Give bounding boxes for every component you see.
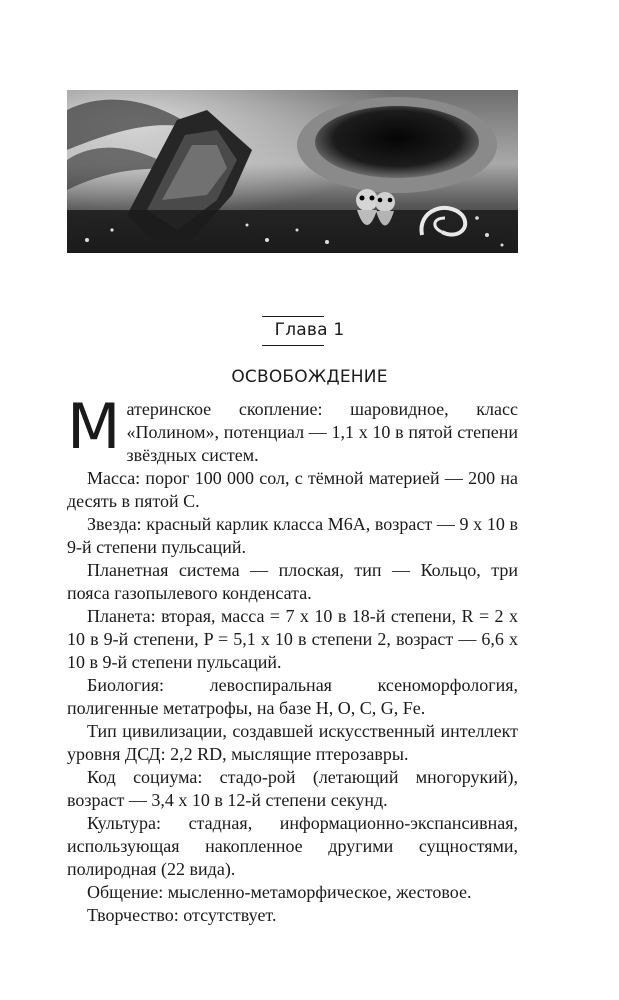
paragraph	[67, 390, 518, 467]
chapter-rule-bottom	[262, 345, 324, 346]
paragraph: Культура: стадная, информационно-экспансивная, использующая накопленное другими сущностями, полиродная (22 вида).	[67, 813, 518, 879]
paragraph: Творчество: отсутствует.	[87, 905, 277, 925]
chapter-label: Глава 1	[274, 320, 345, 340]
paragraph: Планетная система — плоская, тип — Кольцо, три пояса газопылевого конденсата.	[67, 560, 518, 603]
paragraph-text: атеринское скопление: шаровидное, класс «Полином», потенциал — 1,1 х 10 в пятой степени звёздных систем.	[126, 399, 518, 465]
paragraph: Общение: мысленно-метаморфическое, жестовое.	[87, 882, 472, 902]
chapter-body	[67, 390, 518, 927]
chapter-rule-top	[262, 316, 324, 317]
paragraph: Тип цивилизации, создавшей искусственный интеллект уровня ДСД: 2,2 RD, мыслящие птерозавры.	[67, 721, 518, 764]
drop-cap: М	[67, 390, 121, 463]
chapter-title: ОСВОБОЖДЕНИЕ	[231, 367, 388, 387]
paragraph: Биология: левоспиральная ксеноморфология, полигенные метатрофы, на базе H, O, C, G, Fe.	[67, 675, 518, 718]
paragraph: Звезда: красный карлик класса М6А, возраст — 9 х 10 в 9-й степени пульсаций.	[67, 514, 518, 557]
chapter-illustration	[67, 90, 518, 253]
paragraph: Масса: порог 100 000 сол, с тёмной материей — 200 на десять в пятой С.	[67, 468, 518, 511]
paragraph: Планета: вторая, масса = 7 х 10 в 18-й степени, R = 2 х 10 в 9-й степени, P = 5,1 х 10 в степени 2, возраст — 6,6 х 10 в 9-й степени пульсаций.	[67, 606, 518, 672]
paragraph: Код социума: стадо-рой (летающий многорукий), возраст — 3,4 х 10 в 12-й степени секунд.	[67, 767, 518, 810]
